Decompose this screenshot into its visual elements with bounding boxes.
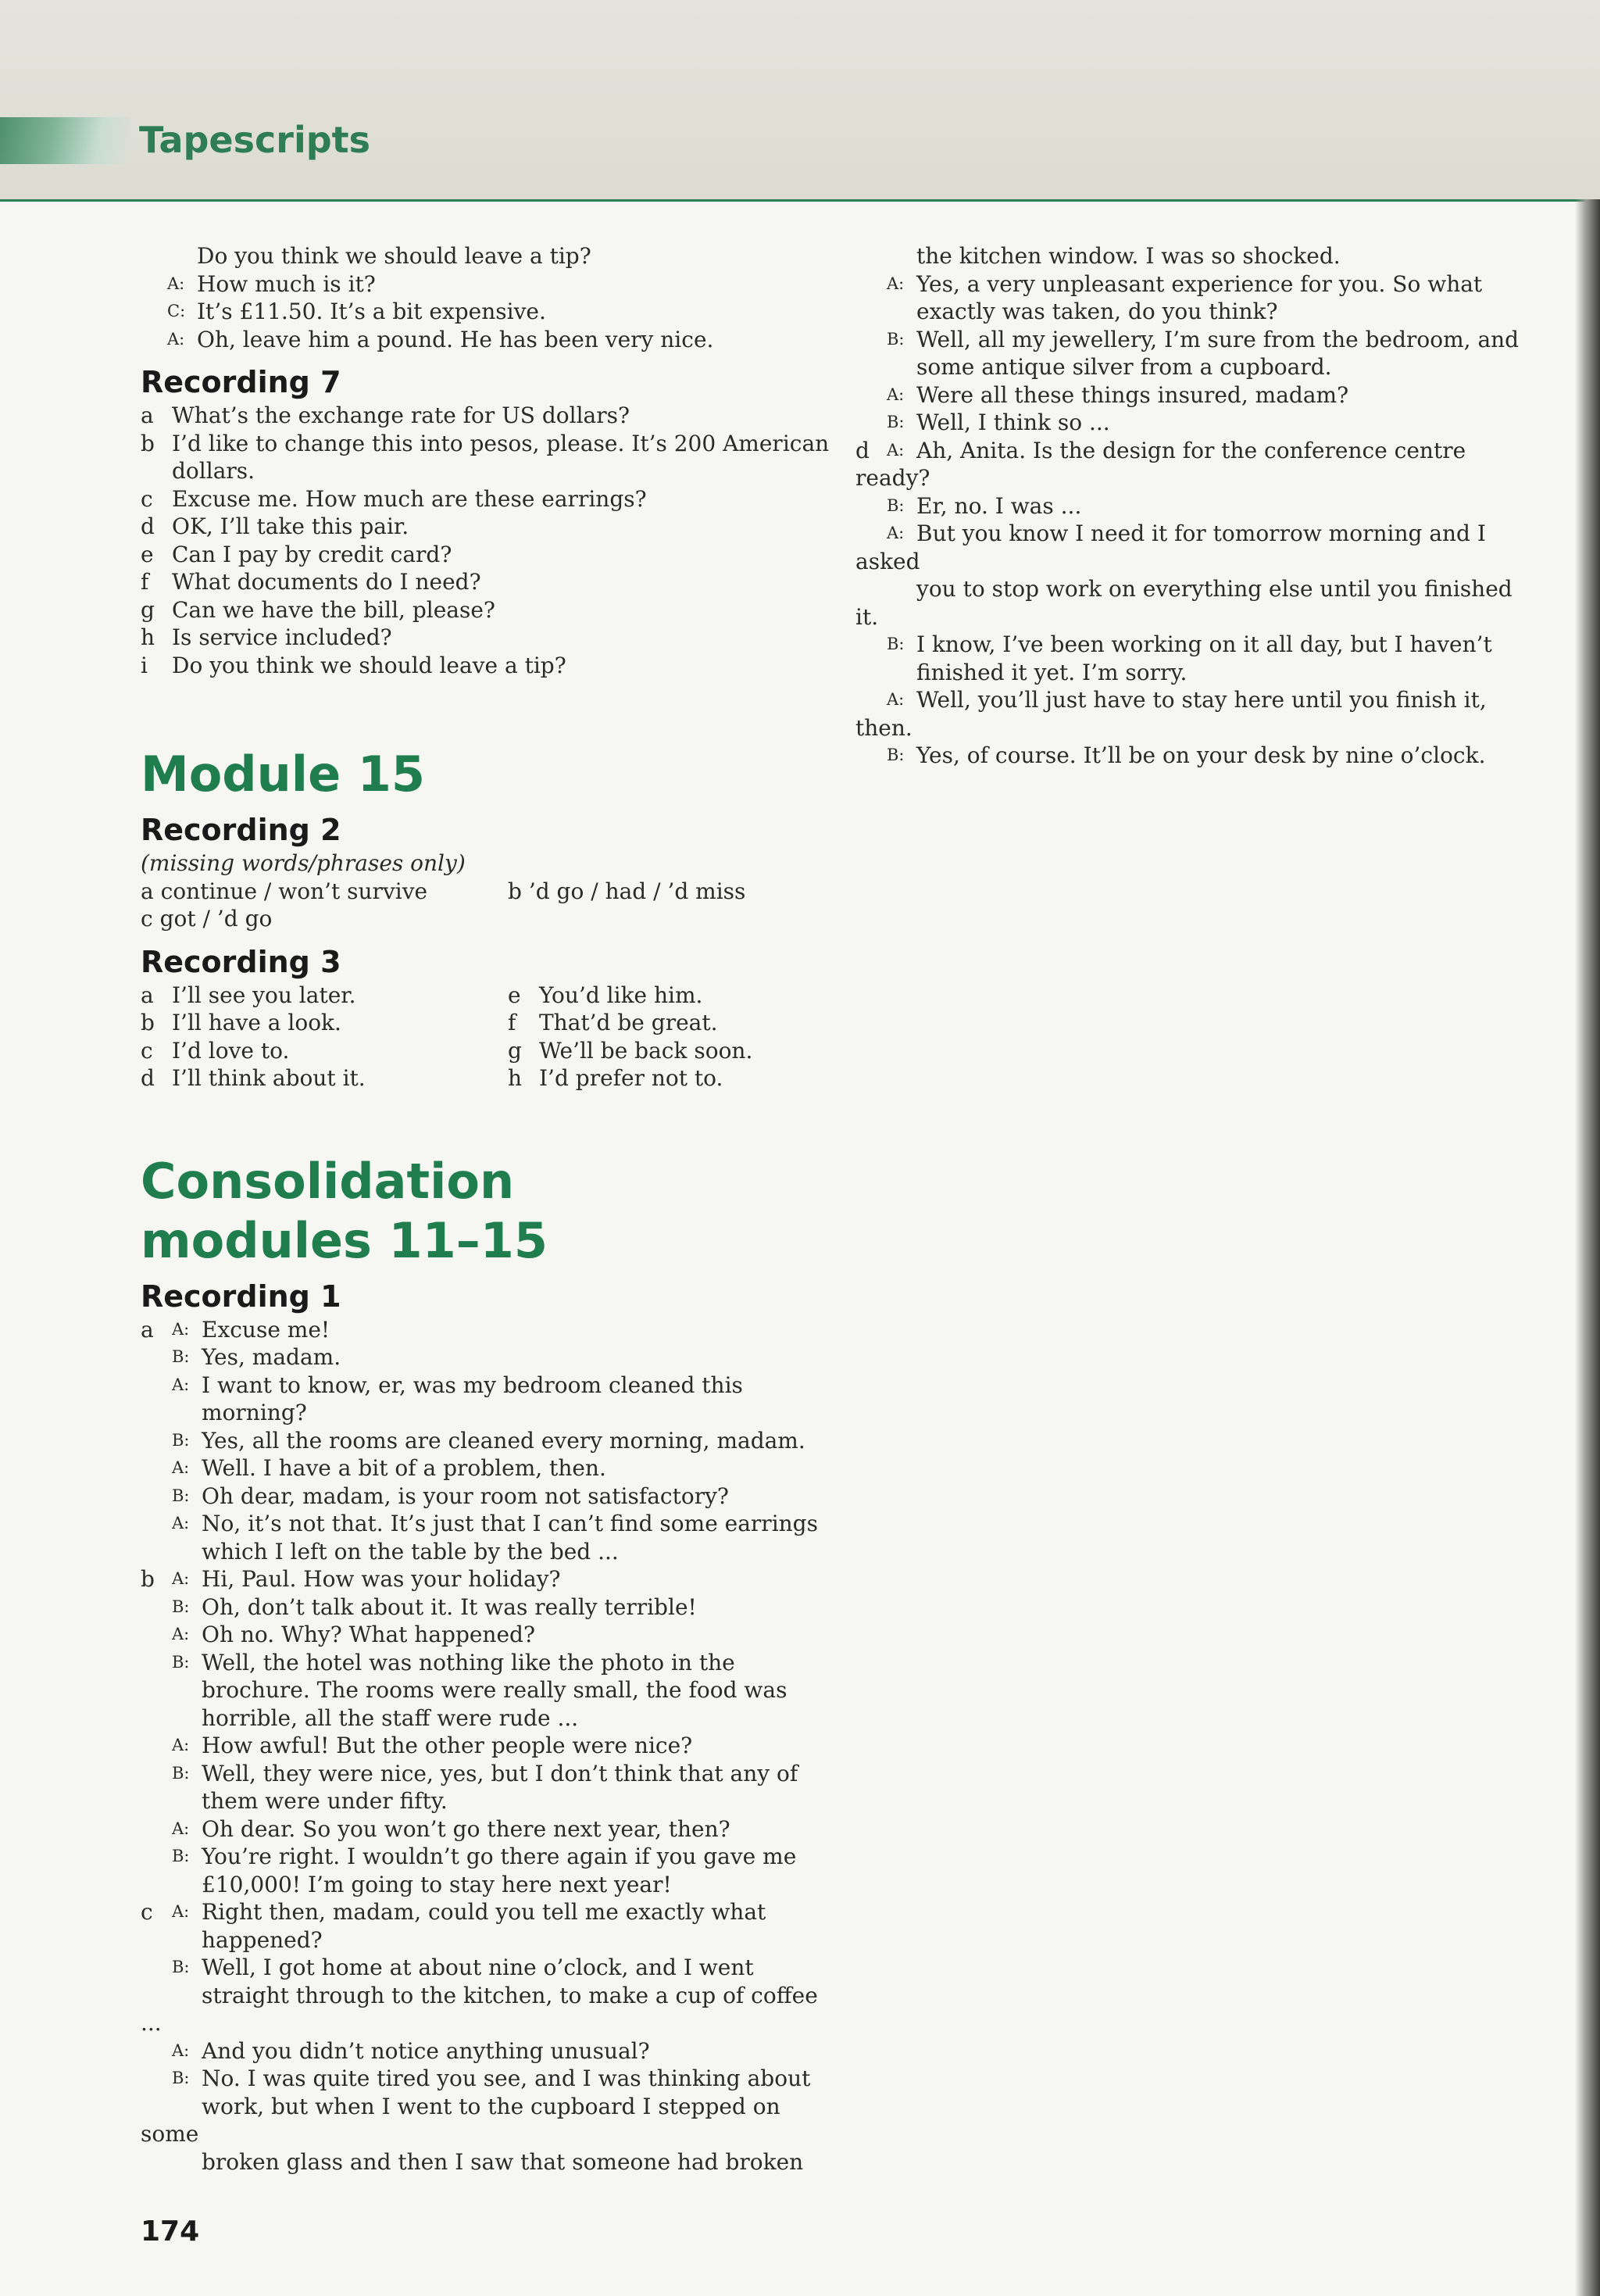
list-item: g Can we have the bill, please? — [141, 596, 495, 623]
script-line: Do you think we should leave a tip? — [197, 243, 591, 269]
module15-recording3-heading: Recording 3 — [141, 944, 341, 979]
script-line: A: Oh, leave him a pound. He has been very nice. — [167, 326, 714, 352]
list-item: h Is service included? — [141, 624, 392, 650]
list-item: i Do you think we should leave a tip? — [141, 652, 566, 678]
page-number: 174 — [141, 2216, 200, 2248]
dialogue-line: B: Yes, of course. It’ll be on your desk by nine o’clock. — [887, 742, 1486, 768]
dialogue-line: B: Well, I think so ... — [887, 409, 1110, 435]
dialogue-line: A: Were all these things insured, madam? — [887, 381, 1349, 408]
dialogue-line: B: Oh dear, madam, is your room not satisfactory? — [172, 1482, 729, 1509]
list-item: h I’d prefer not to. — [508, 1065, 723, 1091]
recording7-heading: Recording 7 — [141, 365, 341, 399]
consolidation-recording1-dialogue — [141, 1316, 844, 2176]
dialogue-line: you to stop work on everything else until you finished it. — [855, 576, 1512, 630]
dialogue-line: B: Well, the hotel was nothing like the photo in the — [172, 1649, 735, 1676]
list-item: b I’d like to change this into pesos, please. It’s 200 American — [141, 430, 830, 456]
left-column — [141, 242, 844, 2176]
consolidation-recording1-heading: Recording 1 — [141, 1279, 341, 1314]
dialogue-line: them were under fifty. — [202, 1788, 448, 1814]
dialogue-line: A: No, it’s not that. It’s just that I can’t find some earrings — [172, 1511, 818, 1536]
consolidation-heading-line2: modules 11–15 — [141, 1211, 548, 1269]
dialogue-line: B: You’re right. I wouldn’t go there again if you gave me — [172, 1844, 797, 1869]
dialogue-line: b A: Hi, Paul. How was your holiday? — [141, 1566, 561, 1592]
list-item: c I’d love to. — [141, 1037, 290, 1064]
answer-item: a continue / won’t survive — [141, 878, 428, 904]
dialogue-line: the kitchen window. I was so shocked. — [916, 243, 1341, 269]
dialogue-line: B: I know, I’ve been working on it all day, but I haven’t — [887, 631, 1492, 657]
header-band — [0, 0, 1600, 202]
dialogue-line: A: And you didn’t notice anything unusual? — [172, 2037, 650, 2064]
page-edge-shadow — [1575, 199, 1600, 2296]
dialogue-line: A: Well. I have a bit of a problem, then. — [172, 1455, 606, 1481]
dialogue-line: A: Well, you’ll just have to stay here until you finish it, then. — [855, 687, 1487, 741]
dialogue-line: A: Yes, a very unpleasant experience for you. So what — [887, 270, 1483, 297]
dialogue-line: straight through to the kitchen, to make a cup of coffee ... — [141, 1982, 818, 2036]
dialogue-line: A: Oh no. Why? What happened? — [172, 1622, 535, 1647]
dialogue-line: finished it yet. I’m sorry. — [916, 659, 1188, 685]
dialogue-line: B: Well, I got home at about nine o’clock, and I went — [172, 1954, 754, 1980]
dialogue-line: B: Er, no. I was ... — [887, 492, 1082, 519]
recording2-answers — [141, 878, 844, 933]
dialogue-line: A: I want to know, er, was my bedroom cleaned this — [172, 1372, 743, 1398]
dialogue-line: work, but when I went to the cupboard I stepped on some — [141, 2093, 780, 2147]
header-title: Tapescripts — [139, 119, 371, 161]
dialogue-line: B: Yes, madam. — [172, 1344, 341, 1370]
dialogue-line: B: No. I was quite tired you see, and I was thinking about — [172, 2065, 811, 2091]
right-column — [855, 242, 1527, 770]
dialogue-line: B: Well, they were nice, yes, but I don’t think that any of — [172, 1760, 798, 1786]
dialogue-line: a A: Excuse me! — [141, 1316, 330, 1343]
list-item: a What’s the exchange rate for US dollars? — [141, 402, 630, 428]
list-item: dollars. — [172, 458, 255, 484]
dialogue-line: brochure. The rooms were really small, the food was — [202, 1677, 788, 1703]
list-item: d I’ll think about it. — [141, 1065, 366, 1091]
dialogue-line: which I left on the table by the bed ... — [202, 1538, 619, 1565]
answer-item: c got / ’d go — [141, 906, 273, 932]
module15-recording2-heading: Recording 2 — [141, 813, 341, 847]
dialogue-line: happened? — [202, 1926, 323, 1953]
dialogue-line: B: Well, all my jewellery, I’m sure from the bedroom, and — [887, 326, 1520, 352]
dialogue-line: A: Oh dear. So you won’t go there next year, then? — [172, 1815, 730, 1842]
list-item: a I’ll see you later. — [141, 982, 356, 1008]
dialogue-line: morning? — [202, 1400, 307, 1425]
script-line: A: How much is it? — [167, 270, 376, 297]
list-item: f That’d be great. — [508, 1010, 718, 1035]
dialogue-line: exactly was taken, do you think? — [916, 299, 1278, 324]
dialogue-line: horrible, all the staff were rude ... — [202, 1704, 579, 1731]
recording2-note: (missing words/phrases only) — [141, 850, 466, 876]
dialogue-line: B: Yes, all the rooms are cleaned every morning, madam. — [172, 1427, 805, 1454]
list-item: e You’d like him. — [508, 982, 703, 1008]
dialogue-line: some antique silver from a cupboard. — [916, 354, 1332, 380]
dialogue-line: c A: Right then, madam, could you tell me exactly what — [141, 1899, 766, 1925]
consolidation-heading-line1: Consolidation — [141, 1152, 515, 1210]
header-logo-graphic — [0, 117, 129, 164]
list-item: d OK, I’ll take this pair. — [141, 513, 409, 539]
recording3-list — [141, 982, 844, 1093]
recording7-list — [141, 402, 844, 679]
dialogue-line: d A: Ah, Anita. Is the design for the conference centre ready? — [855, 437, 1466, 491]
dialogue-line: B: Oh, don’t talk about it. It was really terrible! — [172, 1593, 697, 1620]
dialogue-line: £10,000! I’m going to stay here next year! — [202, 1871, 672, 1897]
list-item: b I’ll have a look. — [141, 1010, 341, 1035]
script-line: C: It’s £11.50. It’s a bit expensive. — [167, 299, 546, 324]
list-item: e Can I pay by credit card? — [141, 541, 452, 567]
list-item: g We’ll be back soon. — [508, 1037, 753, 1064]
list-item: f What documents do I need? — [141, 569, 481, 595]
answer-item: b ’d go / had / ’d miss — [508, 878, 746, 904]
module15-heading: Module 15 — [141, 746, 425, 803]
list-item: c Excuse me. How much are these earrings? — [141, 485, 647, 512]
dialogue-line: A: But you know I need it for tomorrow morning and I asked — [855, 520, 1486, 574]
intro-lines — [136, 242, 844, 353]
dialogue-line: A: How awful! But the other people were nice? — [172, 1733, 693, 1758]
dialogue-line: broken glass and then I saw that someone had broken — [202, 2148, 804, 2175]
